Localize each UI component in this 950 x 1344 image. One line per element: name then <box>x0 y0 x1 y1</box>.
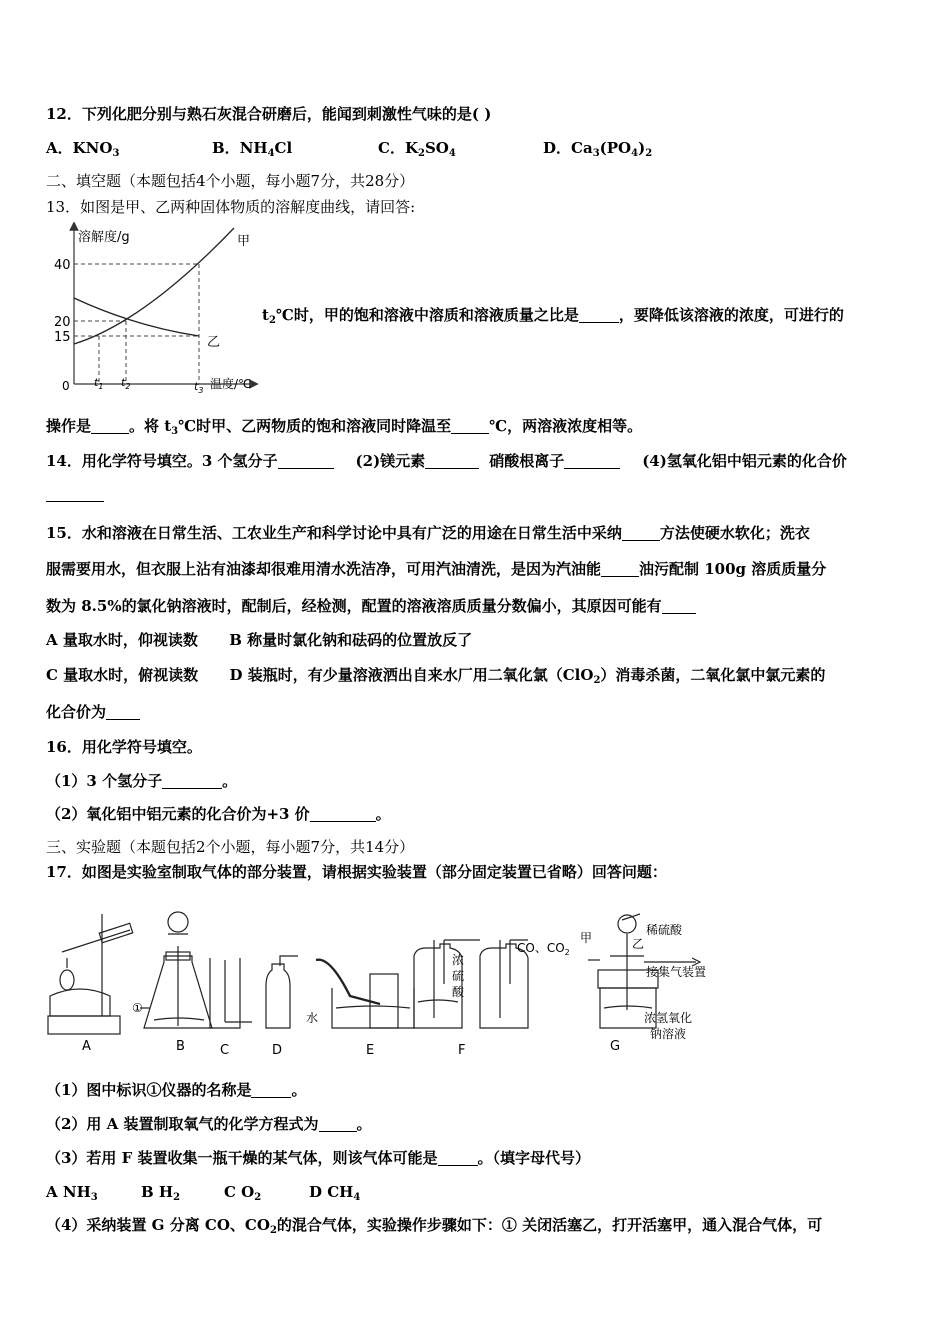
q17-part-4: （4）采纳装置 G 分离 CO、$CO_2$的混合气体，实验操作步骤如下：① 关闭活塞乙，打开活塞甲，通入混合气体，可 <box>46 1216 823 1236</box>
q12-option-a: A．$KNO_3$ <box>46 139 120 159</box>
apparatus-label-d: D <box>272 1043 283 1058</box>
q17-option-a: A $NH_3$ <box>46 1183 98 1203</box>
q17-option-c: C $O_2$ <box>224 1183 262 1203</box>
conc-acid-2: 硫 <box>452 969 465 983</box>
q17-part-2: （2）用 A 装置制取氧气的化学方程式为 。 <box>46 1115 372 1133</box>
q15-line-2: 服需要用水，但衣服上沾有油漆却很难用清水洗洁净，可用汽油清洗，是因为汽油能 油污配制 100g 溶质质量分 <box>46 560 827 578</box>
y-tick-40: 40 <box>54 258 71 273</box>
q15-line-1: 15．水和溶液在日常生活、工农业生产和科学讨论中具有广泛的用途在日常生活中采纳 方法使硬水软化；洗衣 <box>46 524 810 542</box>
apparatus-label-b: B <box>176 1039 185 1054</box>
to-collector-label: 接集气装置 <box>646 965 707 979</box>
q13-question-part1: $t_2℃$时，甲的饱和溶液中溶质和溶液质量之比是 ，要降低该溶液的浓度，可进行的 <box>262 306 844 326</box>
apparatus-label-g: G <box>610 1039 621 1054</box>
lab-apparatus-figure <box>40 900 710 1060</box>
q17-part-1: （1）图中标识①仪器的名称是 。 <box>46 1081 307 1099</box>
q12-stem: 12．下列化肥分别与熟石灰混合研磨后，能闻到刺激性气味的是( ) <box>46 105 492 123</box>
origin-label: 0 <box>62 379 70 393</box>
apparatus-label-a: A <box>82 1039 91 1054</box>
solubility-curve-chart <box>44 222 274 398</box>
section-3-heading: 三、实验题（本题包括2个小题，每小题7分，共14分） <box>46 838 415 856</box>
conc-acid-3: 酸 <box>452 985 465 999</box>
curve-yi <box>74 298 199 336</box>
q17-option-d: D $CH_4$ <box>309 1183 361 1203</box>
y-tick-15: 15 <box>54 330 71 345</box>
q13-question-part2: 操作是 。将 $t_3℃$时甲、乙两物质的饱和溶液同时降温至 ℃，两溶液浓度相等。 <box>46 417 643 437</box>
q15-line-6: 化合价为 <box>46 702 140 722</box>
x-tick-t3: $t_3$ <box>194 380 204 395</box>
naoh-label-1: 浓氢氧化 <box>644 1011 693 1025</box>
q15-line-5: C 量取水时，俯视读数 D 装瓶时，有少量溶液洒出自来水厂用二氧化氯（ClO$_2$）消毒杀菌，二氧化氯中氯元素的 <box>46 666 826 686</box>
conc-acid-1: 浓 <box>452 953 465 967</box>
q13-stem: 13．如图是甲、乙两种固体物质的溶解度曲线，请回答: <box>46 198 416 216</box>
q17-option-b: B $H_2$ <box>141 1183 181 1203</box>
apparatus-label-e: E <box>366 1043 375 1058</box>
series-jia-label: 甲 <box>237 234 251 249</box>
q14-stem: 14．用化学符号填空。3 个氢分子 (2)镁元素 硝酸根离子 (4)氢氧化铝中铝元素的化合价 <box>46 452 847 470</box>
apparatus-label-c: C <box>220 1043 230 1058</box>
x-tick-t1: $t_1$ <box>94 376 104 391</box>
valve-yi-label: 乙 <box>632 937 645 951</box>
stand-base-a <box>48 1016 120 1034</box>
section-2-heading: 二、填空题（本题包括4个小题，每小题7分，共28分） <box>46 172 415 190</box>
water-label: 水 <box>306 1011 319 1025</box>
dilute-acid-label: 稀硫酸 <box>646 923 683 937</box>
naoh-label-2: 钠溶液 <box>650 1027 687 1041</box>
x-axis-label: 温度/℃ <box>210 377 252 391</box>
marker-1: ① <box>132 1001 143 1015</box>
series-yi-label: 乙 <box>207 335 221 350</box>
q16-part-1: （1）3 个氢分子 。 <box>46 772 238 790</box>
q12-option-c: C．$K_2SO_4$ <box>378 139 456 159</box>
y-tick-20: 20 <box>54 315 71 330</box>
apparatus-label-f: F <box>458 1043 466 1058</box>
x-tick-t2: $t_2$ <box>121 376 131 391</box>
y-axis-label: 溶解度/g <box>78 230 130 245</box>
q15-line-4: A 量取水时，仰视读数 B 称量时氯化钠和砝码的位置放反了 <box>46 631 473 649</box>
q12-option-b: B．$NH_4Cl$ <box>212 139 293 159</box>
q17-part-3: （3）若用 F 装置收集一瓶干燥的某气体，则该气体可能是 。（填字母代号） <box>46 1149 591 1167</box>
q17-stem: 17．如图是实验室制取气体的部分装置，请根据实验装置（部分固定装置已省略）回答问题： <box>46 863 667 881</box>
q12-option-d: D．$Ca_3(PO_4)_2$ <box>543 139 653 159</box>
q16-part-2: （2）氧化铝中铝元素的化合价为+3 价 。 <box>46 805 391 823</box>
q14-blank-line <box>46 484 104 504</box>
q15-line-3: 数为 8.5%的氯化钠溶液时，配制后，经检测，配置的溶液溶质质量分数偏小，其原因可能有 <box>46 596 696 616</box>
gas-inlet-label: CO、$CO_2$ <box>517 941 570 957</box>
q16-stem: 16．用化学符号填空。 <box>46 738 202 756</box>
valve-jia-label: 甲 <box>580 931 593 945</box>
